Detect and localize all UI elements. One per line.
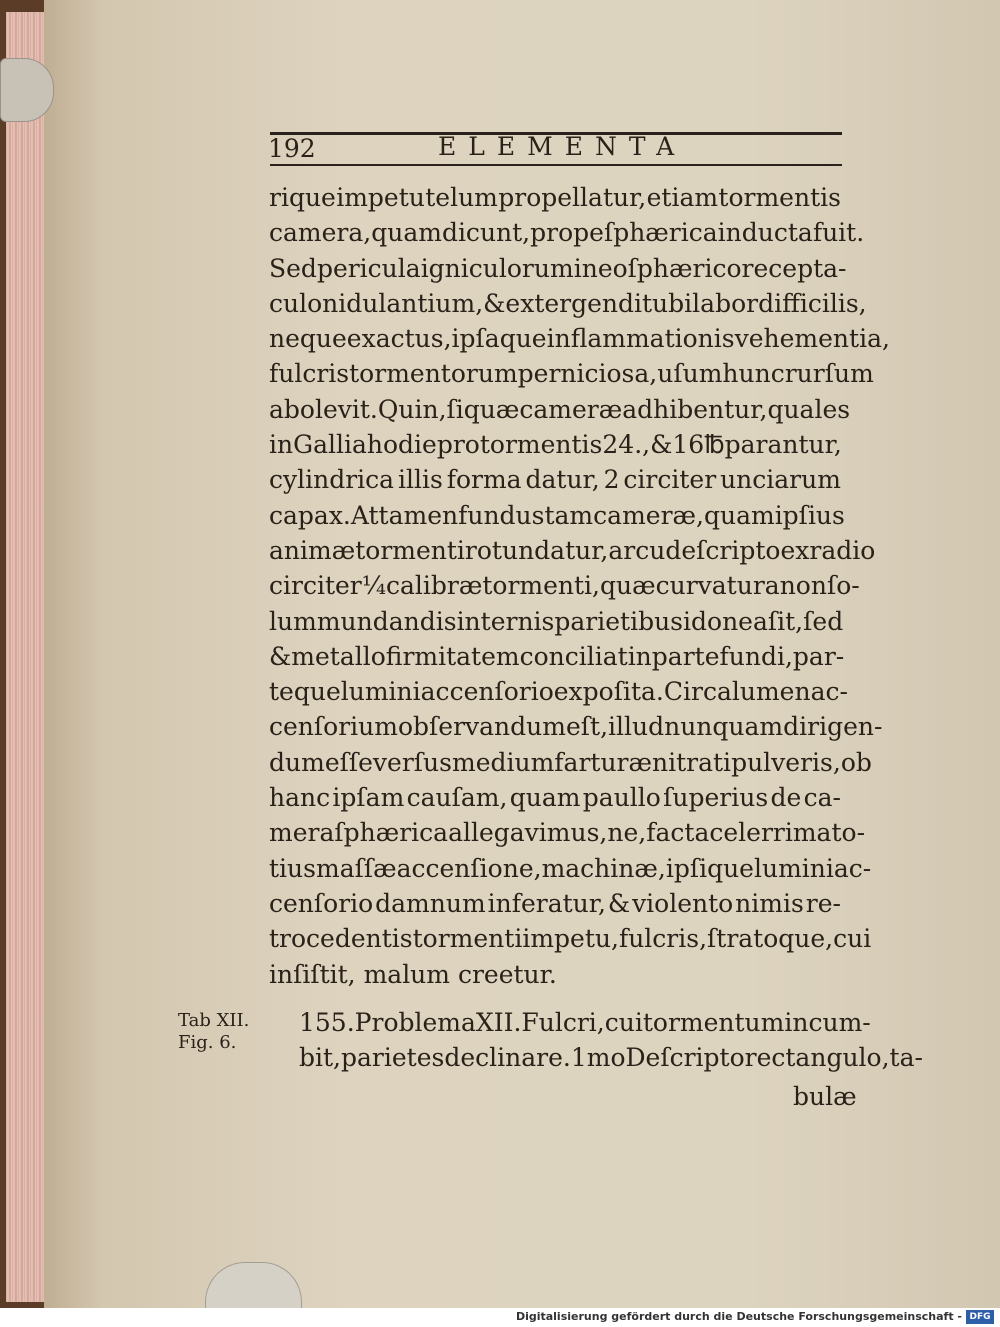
- word: ſphærica: [603, 218, 718, 248]
- word: lumini: [340, 677, 421, 707]
- word: tam: [544, 500, 594, 530]
- word: paullo: [582, 783, 661, 813]
- word: dirigen-: [783, 712, 883, 742]
- word: ex: [780, 535, 810, 565]
- word: propellatur,: [498, 183, 647, 212]
- word: nidulantium,: [322, 288, 484, 318]
- word: tormenti,: [482, 571, 600, 601]
- word: medium: [451, 747, 555, 777]
- margin-note-figure: Fig. 6.: [178, 1032, 237, 1053]
- word: eſt,: [565, 712, 609, 742]
- word: metallo: [291, 641, 386, 671]
- word: telum: [425, 183, 498, 212]
- word: parietibus: [554, 606, 684, 636]
- word: in: [573, 253, 598, 283]
- word: unciarum: [720, 465, 841, 495]
- word: 24.,: [602, 430, 651, 460]
- word: cui: [833, 924, 872, 954]
- word: impetu,: [522, 924, 619, 954]
- body-line: inſiſtit, malum creetur.: [269, 959, 557, 989]
- word: &: [483, 288, 506, 318]
- word: forma: [446, 465, 522, 495]
- word: 1mo: [570, 1043, 626, 1073]
- word: tormenti: [412, 924, 523, 954]
- word: quæ: [599, 571, 656, 601]
- word: deſcripto: [665, 535, 781, 565]
- margin-note: [178, 1010, 249, 1054]
- word: mera: [269, 818, 335, 848]
- word: quam: [509, 783, 581, 813]
- body-line: [269, 604, 844, 639]
- word: lumini: [753, 853, 834, 883]
- word: quam: [371, 218, 442, 248]
- word: ipſaque: [451, 324, 547, 354]
- word: ſo-: [826, 571, 860, 601]
- word: inflammationis: [546, 324, 735, 354]
- word: Quin,: [377, 394, 447, 424]
- body-line: [269, 321, 890, 356]
- body-line: [269, 815, 866, 850]
- word: ipſius: [774, 500, 845, 530]
- word: abolevit.: [269, 394, 378, 424]
- footer-credit: Digitalisierung gefördert durch die Deutsche Forschungsgemeinschaft -: [515, 1310, 962, 1323]
- word: rectangulo,: [744, 1043, 890, 1073]
- word: de: [770, 783, 802, 813]
- word: ſphærica: [334, 818, 449, 848]
- paragraph-line: [299, 1005, 871, 1040]
- word: dum: [269, 747, 325, 777]
- word: ſiquæ: [446, 394, 520, 424]
- word: ¼: [361, 571, 386, 601]
- word: curvatura: [655, 571, 780, 601]
- page-number: 192: [268, 134, 316, 163]
- word: ac-: [810, 677, 848, 707]
- margin-note-table: Tab XII.: [178, 1010, 250, 1031]
- body-line: [269, 568, 860, 603]
- word: ℔: [704, 430, 725, 460]
- word: teque: [269, 677, 341, 707]
- word: fulcris,: [618, 924, 708, 954]
- word: &: [269, 641, 292, 671]
- word: pro: [436, 430, 480, 460]
- word: cameræ: [519, 394, 623, 424]
- word: labor: [692, 288, 759, 318]
- word: animæ: [269, 535, 356, 565]
- word: pulveris,: [731, 747, 841, 777]
- word: obſervandum: [397, 712, 566, 742]
- word: incum-: [784, 1008, 871, 1037]
- word: parantur,: [724, 430, 842, 460]
- word: cylindrica: [269, 465, 395, 495]
- word: datur,: [525, 465, 600, 495]
- body-line: [269, 780, 841, 815]
- word: violento: [632, 888, 734, 918]
- word: ipſique: [665, 853, 754, 883]
- word: celerrima: [709, 818, 832, 848]
- word: farturæ: [554, 747, 653, 777]
- word: tius: [269, 853, 316, 883]
- word: etiam: [646, 183, 719, 212]
- body-line: [269, 921, 872, 956]
- body-line: [269, 498, 845, 533]
- body-text: [269, 180, 890, 992]
- word: cauſam,: [406, 783, 508, 813]
- word: 155.: [299, 1008, 355, 1037]
- word: lumen: [731, 677, 811, 707]
- word: in: [627, 641, 652, 671]
- word: maſſæ: [315, 853, 397, 883]
- word: neque: [269, 324, 347, 354]
- word: ipſam: [332, 783, 405, 813]
- word: tubi: [642, 288, 693, 318]
- word: in: [269, 430, 294, 460]
- word: cenſorio: [269, 888, 374, 918]
- body-line: [269, 215, 865, 250]
- word: &: [650, 430, 673, 460]
- word: tormentorum: [349, 359, 518, 389]
- word: tormenti: [355, 535, 465, 565]
- word: tormentis: [479, 430, 603, 460]
- word: ſphærico: [627, 253, 742, 283]
- word: perniciosa,: [517, 359, 658, 389]
- word: hodie: [366, 430, 437, 460]
- word: lum: [269, 606, 317, 636]
- word: parietes: [341, 1043, 445, 1073]
- word: Problema: [354, 1008, 476, 1037]
- word: expoſita.: [553, 677, 664, 707]
- word: non: [779, 571, 827, 601]
- word: rurſum: [784, 359, 874, 389]
- body-line: [269, 251, 847, 286]
- word: trocedentis: [269, 924, 413, 954]
- word: capax.: [269, 500, 351, 530]
- word: damnum: [375, 888, 486, 918]
- body-line: [269, 674, 848, 709]
- word: accenſione,: [396, 853, 542, 883]
- word: quam: [703, 500, 775, 530]
- word: to-: [831, 818, 866, 848]
- word: ca-: [803, 783, 841, 813]
- word: exactus,: [346, 324, 452, 354]
- word: recepta-: [741, 253, 847, 283]
- word: inducta: [717, 218, 813, 248]
- word: machinæ,: [541, 853, 666, 883]
- body-line: [269, 533, 876, 568]
- word: declinare.: [444, 1043, 571, 1073]
- word: par-: [792, 641, 845, 671]
- word: cui: [604, 1008, 643, 1037]
- word: ta-: [889, 1043, 923, 1073]
- word: eſſe: [324, 747, 373, 777]
- body-line: [269, 851, 872, 886]
- catchword: bulæ: [793, 1082, 857, 1111]
- word: difficilis,: [758, 288, 867, 318]
- page-clip-top: [0, 58, 54, 122]
- word: parte: [651, 641, 720, 671]
- body-line: [269, 356, 874, 391]
- word: ac-: [833, 853, 872, 883]
- word: verſus: [372, 747, 452, 777]
- running-head: ELEMENTA: [438, 132, 687, 161]
- word: allegavimus,: [448, 818, 608, 848]
- word: fuit.: [812, 218, 865, 248]
- word: calibræ: [385, 571, 483, 601]
- word: pericula: [316, 253, 421, 283]
- footer-bar: [0, 1308, 1000, 1327]
- word: circiter: [623, 465, 717, 495]
- word: firmitatem: [385, 641, 520, 671]
- problem-paragraph: [299, 1005, 923, 1076]
- body-line: [269, 886, 841, 921]
- body-line: [269, 286, 867, 321]
- word: circiter: [269, 571, 362, 601]
- word: extergendi: [505, 288, 643, 318]
- word: fundi,: [719, 641, 793, 671]
- word: uſum: [657, 359, 723, 389]
- word: ſuperius: [663, 783, 769, 813]
- word: adhibentur,: [622, 394, 768, 424]
- header-rule-bottom: [270, 164, 842, 166]
- word: cameræ,: [593, 500, 704, 530]
- body-line: [269, 427, 841, 462]
- word: ob: [840, 747, 872, 777]
- word: rotundatur,: [464, 535, 609, 565]
- word: culo: [269, 288, 323, 318]
- word: XII.: [475, 1008, 522, 1037]
- word: quales: [767, 394, 851, 424]
- body-line: [269, 462, 841, 497]
- word: Circa: [663, 677, 732, 707]
- word: re-: [805, 888, 841, 918]
- word: cenſorium: [269, 712, 398, 742]
- word: hanc: [269, 783, 331, 813]
- body-line: [269, 392, 851, 427]
- word: fulcris: [269, 359, 350, 389]
- body-line: [269, 180, 841, 215]
- word: tormentum: [642, 1008, 785, 1037]
- word: Deſcripto: [625, 1043, 745, 1073]
- word: dicunt,: [441, 218, 531, 248]
- word: ſit,: [767, 606, 804, 636]
- word: mundandis: [316, 606, 457, 636]
- word: vehementia,: [734, 324, 890, 354]
- word: prope: [530, 218, 604, 248]
- word: Sed: [269, 253, 317, 283]
- word: &: [607, 888, 631, 918]
- body-line: [269, 709, 883, 744]
- word: radio: [809, 535, 876, 565]
- paragraph-line: [299, 1040, 923, 1075]
- word: nunquam: [664, 712, 784, 742]
- word: idonea: [683, 606, 768, 636]
- dfg-logo: DFG: [966, 1310, 994, 1324]
- word: camera,: [269, 218, 372, 248]
- word: ne,: [607, 818, 647, 848]
- word: Attamen: [350, 500, 459, 530]
- word: hunc: [722, 359, 785, 389]
- word: rique: [269, 183, 336, 212]
- word: Fulcri,: [521, 1008, 605, 1037]
- word: arcu: [608, 535, 666, 565]
- body-line: [269, 639, 845, 674]
- word: conciliat: [519, 641, 628, 671]
- word: inferatur,: [487, 888, 606, 918]
- word: internis: [456, 606, 555, 636]
- word: 2: [603, 465, 620, 495]
- word: fundus: [458, 500, 545, 530]
- word: accenſorio: [420, 677, 554, 707]
- word: impetu: [336, 183, 425, 212]
- word: eo: [597, 253, 628, 283]
- word: tormentis: [718, 183, 841, 212]
- word: igniculorum: [420, 253, 574, 283]
- word: nimis: [735, 888, 804, 918]
- word: facta: [646, 818, 710, 848]
- body-line: [269, 745, 872, 780]
- word: illud: [608, 712, 665, 742]
- word: 16: [672, 430, 705, 460]
- word: bit,: [299, 1043, 341, 1073]
- word: nitrati: [652, 747, 732, 777]
- word: illis: [397, 465, 443, 495]
- word: Gallia: [293, 430, 367, 460]
- word: ſed: [803, 606, 844, 636]
- word: ſtratoque,: [707, 924, 834, 954]
